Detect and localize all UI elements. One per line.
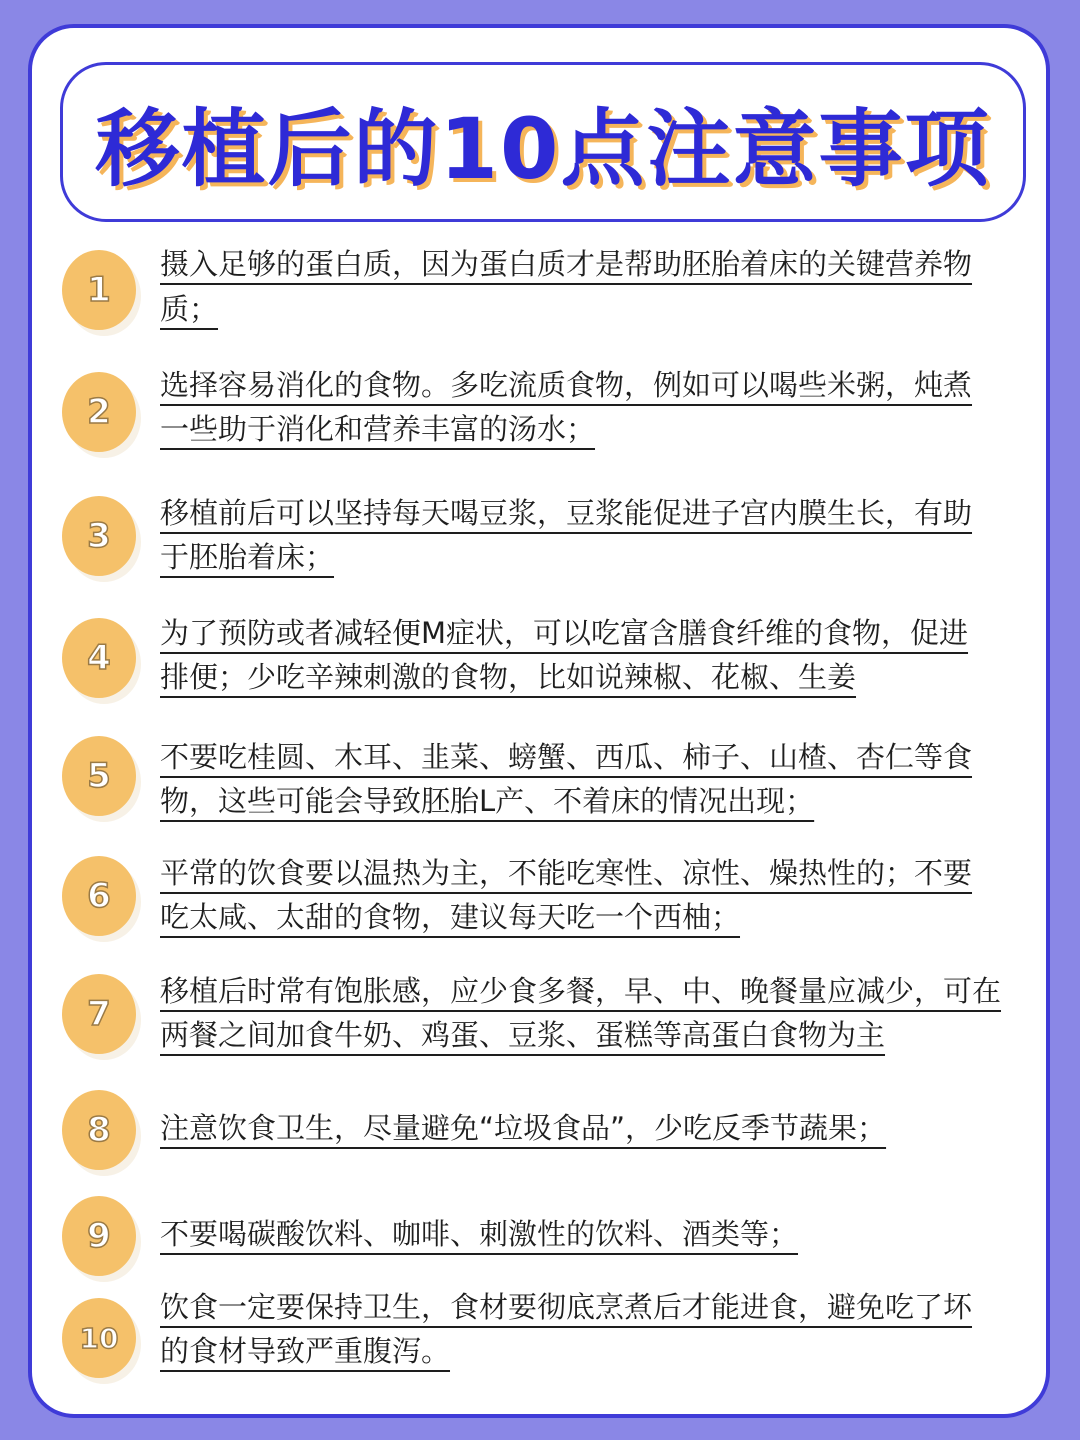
- item-text: 饮食一定要保持卫生，食材要彻底烹煮后才能进食，避免吃了坏的食材导致严重腹泻。: [160, 1290, 973, 1368]
- item-text: 为了预防或者减轻便M症状，可以吃富含膳食纤维的食物，促进排便；少吃辛辣刺激的食物，比如说辣椒、花椒、生姜: [160, 616, 969, 694]
- item-number-badge: 1: [62, 250, 136, 330]
- item-number-badge: 8: [62, 1090, 136, 1170]
- item-number-badge: 4: [62, 618, 136, 698]
- item-number-badge: 9: [62, 1196, 136, 1276]
- item-text: 移植后时常有饱胀感，应少食多餐，早、中、晚餐量应减少，可在两餐之间加食牛奶、鸡蛋、豆浆、蛋糕等高蛋白食物为主: [160, 974, 1002, 1052]
- item-text: 摄入足够的蛋白质，因为蛋白质才是帮助胚胎着床的关键营养物质；: [160, 247, 973, 326]
- item-number-badge: 6: [62, 856, 136, 936]
- item-text: 注意饮食卫生，尽量避免“垃圾食品”，少吃反季节蔬果；: [160, 1111, 887, 1145]
- page-title: 移植后的10点注意事项: [95, 99, 991, 198]
- item-number-badge: 7: [62, 974, 136, 1054]
- item-number-badge: 10: [62, 1298, 136, 1378]
- item-text: 移植前后可以坚持每天喝豆浆，豆浆能促进子宫内膜生长，有助于胚胎着床；: [160, 496, 973, 574]
- item-text: 不要吃桂圆、木耳、韭菜、螃蟹、西瓜、柿子、山楂、杏仁等食物，这些可能会导致胚胎L产、不着床的情况出现；: [160, 740, 973, 818]
- content-card: [28, 24, 1050, 1418]
- notice-list: [32, 28, 1046, 1414]
- item-number-badge: 5: [62, 736, 136, 816]
- item-text: 平常的饮食要以温热为主，不能吃寒性、凉性、燥热性的；不要吃太咸、太甜的食物，建议每天吃一个西柚；: [160, 856, 973, 934]
- item-number-badge: 3: [62, 496, 136, 576]
- item-text: 选择容易消化的食物。多吃流质食物，例如可以喝些米粥，炖煮一些助于消化和营养丰富的汤水；: [160, 368, 973, 446]
- item-text: 不要喝碳酸饮料、咖啡、刺激性的饮料、酒类等；: [160, 1217, 799, 1251]
- item-number-badge: 2: [62, 372, 136, 452]
